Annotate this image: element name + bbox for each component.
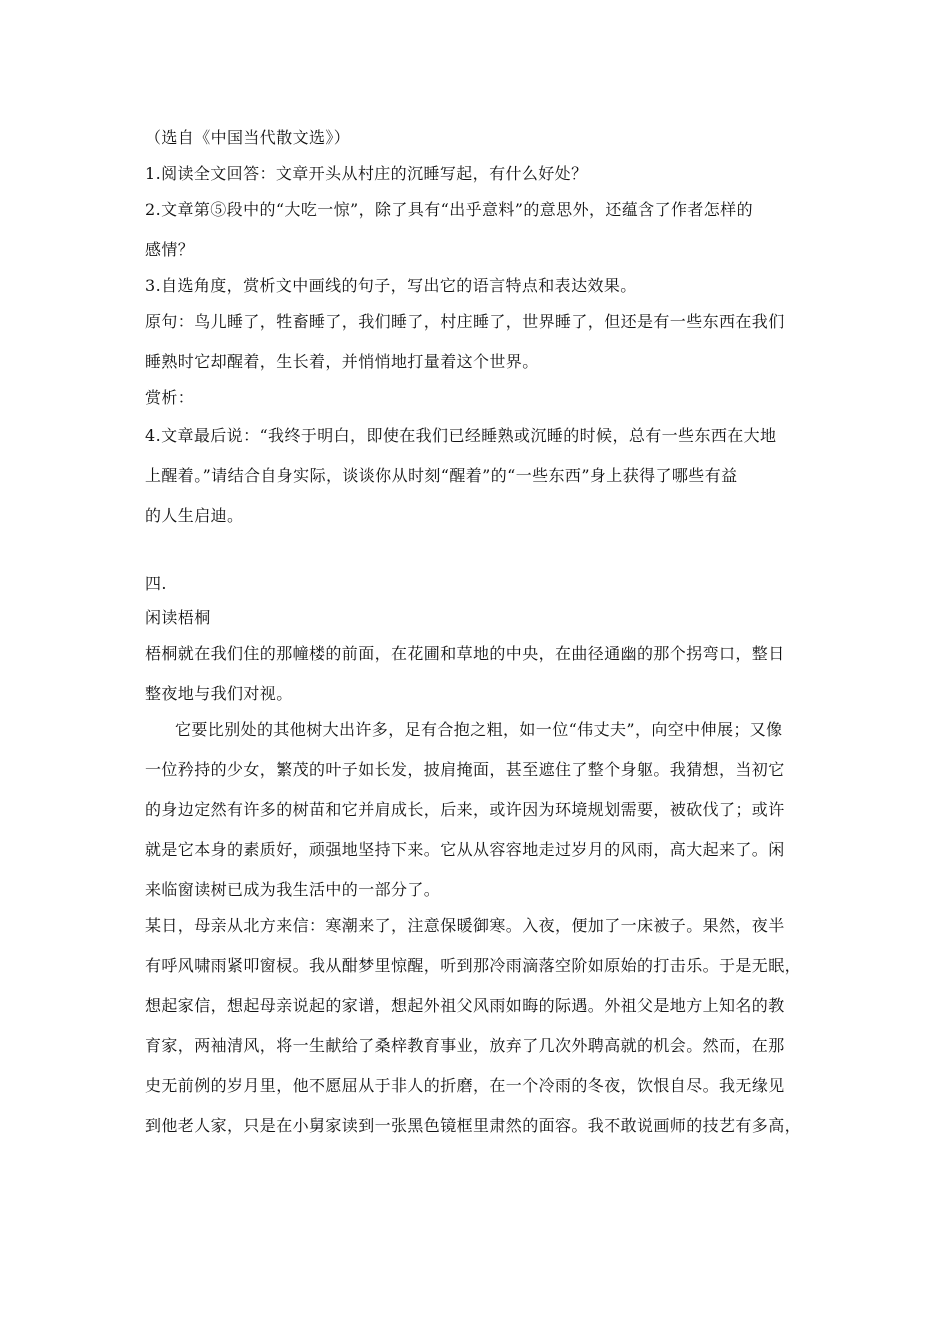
paragraph-2-line-5: 来临窗读树已成为我生活中的一部分了。 — [145, 880, 441, 899]
paragraph-3-line-1: 某日，母亲从北方来信：寒潮来了，注意保暖御寒。入夜，便加了一床被子。果然，夜半 — [145, 916, 785, 935]
paragraph-2-line-2: 一位矜持的少女，繁茂的叶子如长发，披肩掩面，甚至遮住了整个身躯。我猜想，当初它 — [145, 760, 785, 779]
original-sentence-line-2: 睡熟时它却醒着，生长着，并悄悄地打量着这个世界。 — [145, 352, 539, 371]
appreciation-label: 赏析： — [145, 388, 195, 407]
paragraph-1-line-2: 整夜地与我们对视。 — [145, 684, 293, 703]
paragraph-2-line-1: 它要比别处的其他树大出许多，足有合抱之粗，如一位“伟丈夫”，向空中伸展；又像 — [175, 720, 783, 739]
source-note: （选自《中国当代散文选》） — [145, 128, 351, 147]
paragraph-3-line-4: 育家，两袖清风，将一生献给了桑梓教育事业，放弃了几次外聘高就的机会。然而，在那 — [145, 1036, 785, 1055]
question-2-line-1: 2.文章第⑤段中的“大吃一惊”，除了具有“出乎意料”的意思外，还蕴含了作者怎样的 — [145, 200, 753, 219]
section-number: 四. — [145, 574, 167, 593]
question-3: 3.自选角度，赏析文中画线的句子，写出它的语言特点和表达效果。 — [145, 276, 637, 295]
paragraph-2-line-4: 就是它本身的素质好，顽强地坚持下来。它从从容容地走过岁月的风雨，高大起来了。闲 — [145, 840, 785, 859]
question-1: 1.阅读全文回答：文章开头从村庄的沉睡写起，有什么好处？ — [145, 164, 588, 183]
essay-title: 闲读梧桐 — [145, 608, 211, 627]
original-sentence-line-1: 原句：鸟儿睡了，牲畜睡了，我们睡了，村庄睡了，世界睡了，但还是有一些东西在我们 — [145, 312, 785, 331]
paragraph-3-line-2: 有呼风啸雨紧叩窗棂。我从酣梦里惊醒，听到那冷雨滴落空阶如原始的打击乐。于是无眠， — [145, 956, 802, 975]
question-4-line-2: 上醒着。”请结合自身实际，谈谈你从时刻“醒着”的“一些东西”身上获得了哪些有益 — [145, 466, 738, 485]
question-4-line-1: 4.文章最后说：“我终于明白，即使在我们已经睡熟或沉睡的时候，总有一些东西在大地 — [145, 426, 777, 445]
question-2-line-2: 感情？ — [145, 240, 195, 259]
paragraph-3-line-6: 到他老人家，只是在小舅家读到一张黑色镜框里肃然的面容。我不敢说画师的技艺有多高， — [145, 1116, 802, 1135]
paragraph-3-line-5: 史无前例的岁月里，他不愿屈从于非人的折磨，在一个冷雨的冬夜，饮恨自尽。我无缘见 — [145, 1076, 785, 1095]
paragraph-1-line-1: 梧桐就在我们住的那幢楼的前面，在花圃和草地的中央，在曲径通幽的那个拐弯口，整日 — [145, 644, 785, 663]
question-4-line-3: 的人生启迪。 — [145, 506, 244, 525]
paragraph-2-line-3: 的身边定然有许多的树苗和它并肩成长，后来，或许因为环境规划需要，被砍伐了；或许 — [145, 800, 785, 819]
paragraph-3-line-3: 想起家信，想起母亲说起的家谱，想起外祖父风雨如晦的际遇。外祖父是地方上知名的教 — [145, 996, 785, 1015]
